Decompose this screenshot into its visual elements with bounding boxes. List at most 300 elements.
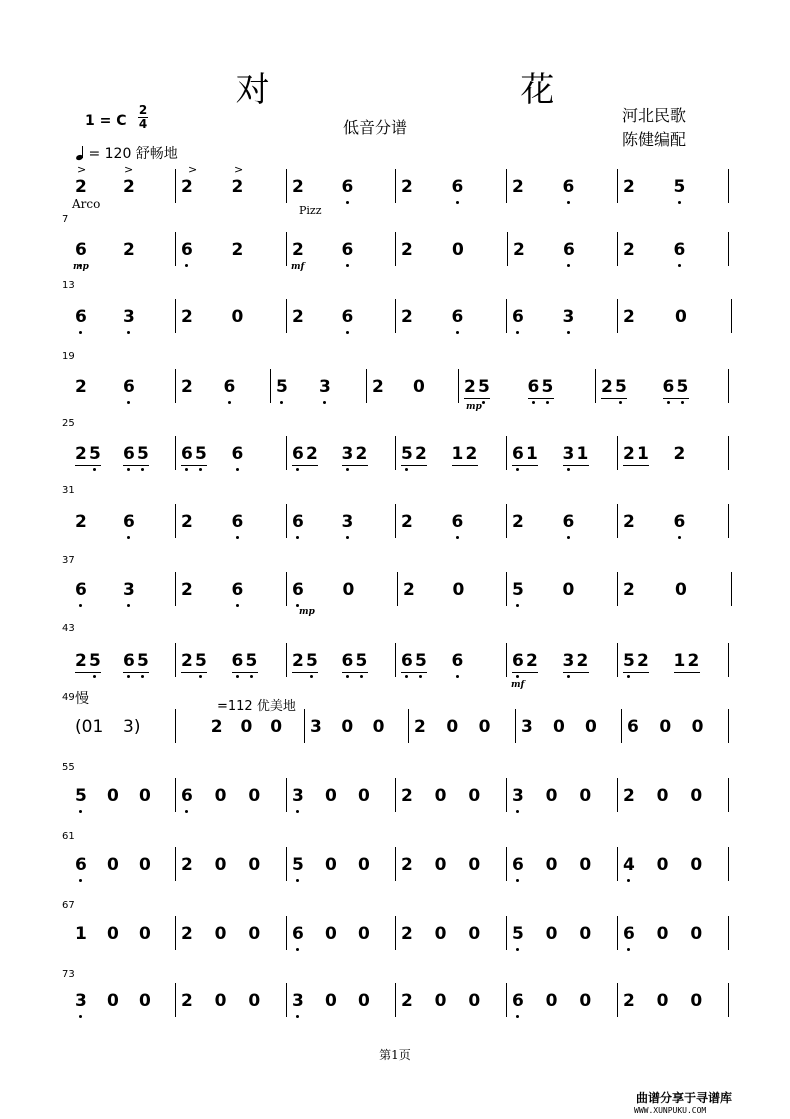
bar-line [617, 299, 618, 333]
note: 0 [656, 924, 669, 944]
note: 0 [656, 991, 669, 1011]
bar-line [175, 778, 176, 812]
bar-line [617, 778, 618, 812]
dynamic-marking: mf [511, 680, 525, 690]
note: 3 [292, 991, 304, 1011]
bar-line [175, 572, 176, 606]
note: 0 [579, 924, 592, 944]
bar-line [395, 916, 396, 950]
note: 1 [75, 924, 87, 944]
note: 2 [623, 991, 635, 1011]
watermark-text: 曲谱分享于寻谱库 [636, 1091, 733, 1105]
note: 3 [562, 651, 575, 671]
octave-dot [127, 675, 130, 678]
note: 0 [139, 855, 151, 875]
bar-line [617, 847, 618, 881]
bar-line [728, 916, 729, 950]
bar-line [506, 572, 507, 606]
note: 2 [401, 307, 413, 327]
note: 0 [214, 991, 227, 1011]
octave-dot [619, 401, 622, 404]
beam-line [292, 672, 318, 673]
note: 2 [181, 580, 193, 600]
octave-dot [79, 1015, 82, 1018]
note: 6 [181, 444, 193, 464]
note: 5 [195, 444, 207, 464]
note: 0 [553, 717, 565, 737]
beam-line [181, 465, 207, 466]
note: 5 [401, 444, 413, 464]
measure-number: 7 [62, 214, 69, 225]
note: 2 [526, 651, 538, 671]
note: 0 [579, 855, 592, 875]
note: 5 [276, 377, 288, 397]
note: 2 [75, 177, 87, 197]
note: 2 [623, 444, 635, 464]
note: 6 [123, 651, 135, 671]
bar-line [395, 504, 396, 538]
note: 2 [401, 512, 413, 532]
octave-dot [516, 331, 519, 334]
bar-line [175, 983, 176, 1017]
beam-line [342, 672, 368, 673]
note: 0 [545, 786, 558, 806]
note: 6 [627, 717, 639, 737]
note: 6 [292, 924, 304, 944]
octave-dot [346, 264, 349, 267]
note: 6 [341, 240, 354, 260]
bar-line [395, 983, 396, 1017]
note: 2 [623, 177, 635, 197]
arco-label: Arco [72, 197, 101, 211]
bar-line [506, 983, 507, 1017]
note: 3 [319, 377, 331, 397]
bar-line [506, 299, 507, 333]
note: 0 [358, 991, 370, 1011]
bar-line [728, 643, 729, 677]
bar-line [395, 169, 396, 203]
octave-dot [360, 675, 363, 678]
note: 0 [579, 991, 592, 1011]
note: 6 [662, 377, 675, 397]
octave-dot [296, 468, 299, 471]
note: 3 [521, 717, 533, 737]
octave-dot [185, 264, 188, 267]
tempo-text: = 120 舒畅地 [88, 146, 178, 162]
octave-dot [127, 604, 130, 607]
note: 2 [181, 924, 193, 944]
octave-dot [516, 810, 519, 813]
time-sig-numerator: 2 [138, 103, 148, 117]
octave-dot [405, 675, 408, 678]
note: 5 [355, 651, 368, 671]
octave-dot [127, 331, 130, 334]
note: (01 [75, 717, 104, 737]
note: 0 [545, 855, 558, 875]
bar-line [408, 709, 409, 743]
bar-line [397, 572, 398, 606]
note: 1 [526, 444, 538, 464]
tempo-marking [76, 143, 178, 163]
bar-line [286, 916, 287, 950]
bar-line [728, 232, 729, 266]
octave-dot [236, 675, 239, 678]
beam-line [452, 465, 478, 466]
octave-dot [567, 675, 570, 678]
note: 5 [89, 444, 101, 464]
octave-dot [405, 468, 408, 471]
octave-dot [199, 675, 202, 678]
bar-line [395, 847, 396, 881]
bar-line [506, 169, 507, 203]
beam-line [181, 672, 207, 673]
note: 3 [512, 786, 524, 806]
octave-dot [127, 401, 130, 404]
note: 2 [414, 717, 426, 737]
note: 1 [637, 444, 649, 464]
bar-line [458, 369, 459, 403]
octave-dot [678, 201, 681, 204]
page-number: 第1页 [379, 1048, 411, 1062]
bar-line [175, 916, 176, 950]
octave-dot [567, 331, 570, 334]
bar-line [617, 983, 618, 1017]
accent-mark: > [77, 163, 87, 176]
octave-dot [567, 468, 570, 471]
octave-dot [127, 536, 130, 539]
measure-number: 37 [62, 555, 75, 566]
beam-line [75, 672, 101, 673]
note: 2 [623, 512, 635, 532]
note: 0 [358, 855, 370, 875]
note: 2 [512, 512, 524, 532]
note: 5 [137, 444, 149, 464]
note: 3 [341, 444, 354, 464]
note: 0 [452, 240, 464, 260]
note: 2 [687, 651, 700, 671]
bar-line [270, 369, 271, 403]
note: 2 [623, 240, 635, 260]
beam-line [123, 672, 149, 673]
octave-dot [296, 810, 299, 813]
bar-line [395, 643, 396, 677]
note: 0 [545, 924, 558, 944]
bar-line [515, 709, 516, 743]
note: 6 [451, 307, 464, 327]
note: 0 [446, 717, 459, 737]
bar-line [506, 847, 507, 881]
note: 6 [512, 651, 524, 671]
note: 0 [468, 924, 481, 944]
octave-dot [346, 536, 349, 539]
bar-line [506, 778, 507, 812]
measure-number: 19 [62, 351, 75, 362]
bar-line [395, 778, 396, 812]
note: 6 [341, 177, 354, 197]
octave-dot [516, 604, 519, 607]
accent-mark: > [188, 163, 198, 176]
octave-dot [516, 468, 519, 471]
bar-line [286, 232, 287, 266]
note: 3 [123, 307, 135, 327]
note: 0 [434, 991, 447, 1011]
note: 0 [434, 924, 447, 944]
note: 0 [248, 855, 261, 875]
bar-line [175, 504, 176, 538]
measure-number: 13 [62, 280, 75, 291]
note: 2 [123, 240, 135, 260]
note: 0 [139, 991, 151, 1011]
octave-dot [236, 604, 239, 607]
note: 2 [355, 444, 368, 464]
bar-line [617, 169, 618, 203]
octave-dot [93, 675, 96, 678]
octave-dot [280, 401, 283, 404]
note: 5 [615, 377, 627, 397]
bar-line [728, 369, 729, 403]
bar-line [728, 983, 729, 1017]
note: 0 [325, 855, 337, 875]
note: 0 [325, 786, 337, 806]
note: 2 [464, 377, 476, 397]
note: 0 [468, 855, 481, 875]
octave-dot [456, 331, 459, 334]
note: 5 [75, 786, 87, 806]
note: 0 [690, 924, 703, 944]
page-title: 对 花 [235, 70, 675, 110]
note: 6 [562, 512, 575, 532]
note: 0 [690, 786, 703, 806]
bar-line [175, 643, 176, 677]
note: 2 [231, 177, 244, 197]
note: 2 [75, 512, 87, 532]
note: 6 [231, 444, 244, 464]
bar-line [728, 847, 729, 881]
note: 6 [673, 240, 686, 260]
note: 2 [181, 512, 193, 532]
bar-line [286, 504, 287, 538]
note: 5 [541, 377, 554, 397]
beam-line [674, 672, 700, 673]
note: 5 [137, 651, 149, 671]
note: 2 [75, 377, 87, 397]
note: 0 [675, 307, 687, 327]
measure-number: 67 [62, 900, 75, 911]
note: 2 [623, 307, 635, 327]
beam-line [623, 465, 649, 466]
note: 2 [465, 444, 478, 464]
note: 0 [358, 924, 370, 944]
bar-line [617, 504, 618, 538]
bar-line [286, 169, 287, 203]
note: 2 [123, 177, 135, 197]
octave-dot [296, 536, 299, 539]
bar-line [731, 299, 732, 333]
note: 5 [512, 580, 524, 600]
note: 2 [401, 991, 413, 1011]
bar-line [175, 299, 176, 333]
note: 0 [248, 786, 261, 806]
note: 0 [656, 855, 669, 875]
note: 2 [210, 717, 223, 737]
note: 0 [585, 717, 597, 737]
octave-dot [141, 675, 144, 678]
bar-line [286, 436, 287, 470]
origin-credit: 河北民歌 [622, 106, 687, 125]
octave-dot [199, 468, 202, 471]
note: 6 [75, 240, 87, 260]
octave-dot [93, 468, 96, 471]
note: 6 [512, 444, 524, 464]
note: 2 [513, 240, 525, 260]
rit-label: 慢 [75, 691, 89, 707]
note: 2 [403, 580, 415, 600]
note: 6 [401, 651, 413, 671]
note: 0 [248, 924, 261, 944]
octave-dot [228, 401, 231, 404]
bar-line [728, 778, 729, 812]
note: 3 [341, 512, 354, 532]
octave-dot [79, 810, 82, 813]
accent-mark: > [124, 163, 134, 176]
note: 3) [123, 717, 141, 737]
bar-line [728, 504, 729, 538]
note: 2 [372, 377, 384, 397]
note: 3 [123, 580, 135, 600]
octave-dot [456, 201, 459, 204]
measure-number: 49 [62, 692, 75, 703]
note: 6 [673, 512, 686, 532]
measure-number: 31 [62, 485, 75, 496]
octave-dot [678, 536, 681, 539]
bar-line [286, 983, 287, 1017]
note: 0 [107, 924, 119, 944]
octave-dot [532, 401, 535, 404]
bar-line [175, 169, 176, 203]
note: 0 [478, 717, 491, 737]
octave-dot [141, 468, 144, 471]
note: 2 [292, 307, 304, 327]
octave-dot [250, 675, 253, 678]
note: 0 [452, 580, 465, 600]
octave-dot [482, 401, 485, 404]
octave-dot [79, 331, 82, 334]
bar-line [395, 232, 396, 266]
dynamic-marking: mp [299, 607, 315, 617]
note: 6 [123, 512, 135, 532]
note: 0 [139, 924, 151, 944]
note: 0 [579, 786, 592, 806]
note: 2 [306, 444, 318, 464]
dynamic-marking: mp [73, 262, 89, 272]
octave-dot [667, 401, 670, 404]
note: 6 [451, 177, 464, 197]
note: 6 [563, 240, 575, 260]
note: 0 [107, 991, 119, 1011]
note: 0 [413, 377, 425, 397]
bar-line [621, 709, 622, 743]
bar-line [175, 369, 176, 403]
note: 6 [341, 307, 354, 327]
beam-line [601, 398, 627, 399]
measure-number: 61 [62, 831, 75, 842]
note: 2 [623, 786, 635, 806]
beam-line [464, 398, 490, 399]
beam-line [232, 672, 258, 673]
octave-dot [127, 468, 130, 471]
octave-dot [567, 201, 570, 204]
bar-line [286, 572, 287, 606]
note: 3 [562, 444, 575, 464]
beam-line [623, 672, 649, 673]
note: 0 [372, 717, 385, 737]
note: 1 [451, 444, 464, 464]
octave-dot [678, 264, 681, 267]
note: 6 [512, 991, 524, 1011]
bar-line [617, 572, 618, 606]
octave-dot [296, 1015, 299, 1018]
bar-line [304, 709, 305, 743]
note: 5 [673, 177, 686, 197]
octave-dot [516, 675, 519, 678]
note: 6 [562, 177, 575, 197]
note: 6 [292, 580, 304, 600]
beam-line [528, 398, 554, 399]
note: 3 [562, 307, 575, 327]
note: 6 [512, 307, 524, 327]
note: 2 [181, 307, 193, 327]
note: 2 [181, 991, 193, 1011]
dynamic-marking: mp [466, 402, 482, 412]
note: 2 [673, 444, 686, 464]
note: 5 [623, 651, 635, 671]
note: 6 [75, 855, 87, 875]
beam-line [75, 465, 101, 466]
part-subtitle: 低音分谱 [343, 118, 408, 137]
watermark-url: WWW.XUNPUKU.COM [634, 1106, 707, 1115]
note: 0 [214, 924, 227, 944]
beam-line [663, 398, 689, 399]
note: 5 [512, 924, 524, 944]
octave-dot [296, 879, 299, 882]
note: 0 [139, 786, 151, 806]
note: 2 [181, 855, 193, 875]
note: 2 [181, 377, 193, 397]
note: 2 [401, 855, 413, 875]
octave-dot [236, 468, 239, 471]
bar-line [595, 369, 596, 403]
note: 3 [292, 786, 304, 806]
note: 0 [341, 717, 354, 737]
bar-line [286, 299, 287, 333]
beam-line [292, 465, 318, 466]
bar-line [617, 436, 618, 470]
bar-line [175, 232, 176, 266]
beam-line [563, 672, 589, 673]
note: 2 [415, 444, 427, 464]
note: 0 [107, 786, 119, 806]
bar-line [395, 299, 396, 333]
accent-mark: > [234, 163, 244, 176]
note: 2 [401, 177, 413, 197]
octave-dot [310, 675, 313, 678]
note: 5 [89, 651, 101, 671]
note: 0 [248, 991, 261, 1011]
bar-line [728, 169, 729, 203]
note: 0 [545, 991, 558, 1011]
octave-dot [516, 879, 519, 882]
octave-dot [323, 401, 326, 404]
